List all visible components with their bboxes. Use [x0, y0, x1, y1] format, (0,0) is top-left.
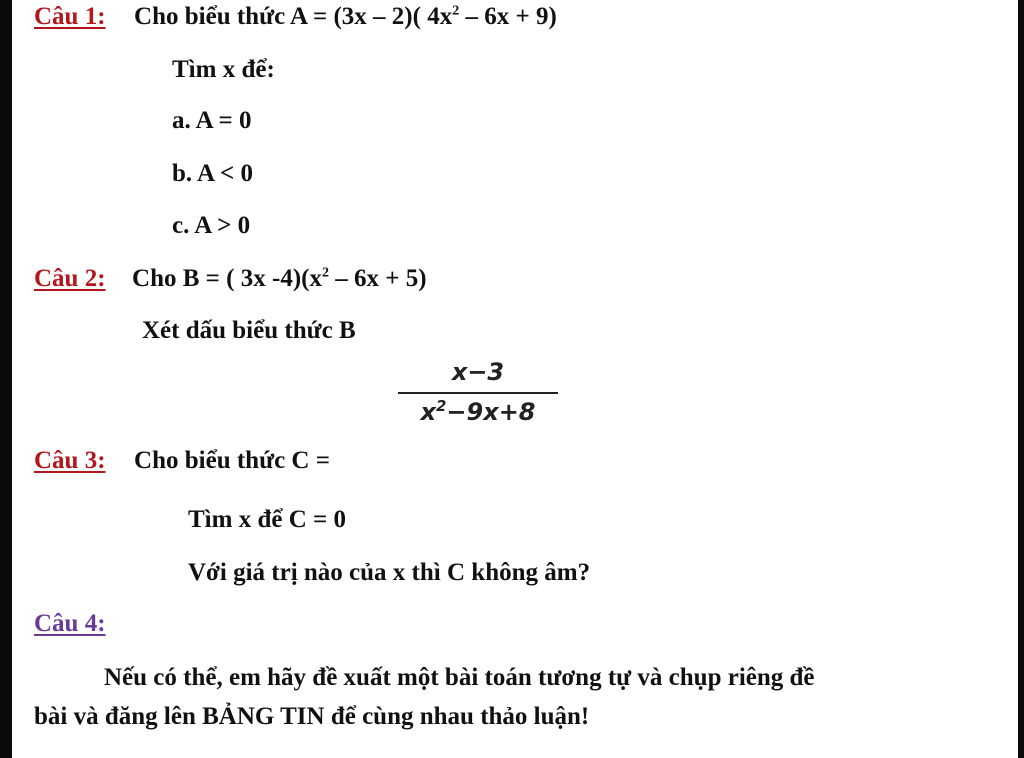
question-2-expression: Cho B = ( 3x $-4)(x^2 - 6x + 5)$	[132, 265, 427, 292]
question-4-label: Câu 4:	[34, 610, 106, 637]
question-1-prompt: Tìm x để:	[172, 56, 275, 83]
question-4-paragraph-line-2: bài và đăng lên BẢNG TIN để cùng nhau thảo luận!	[34, 703, 590, 730]
fraction-numerator: x−3	[451, 358, 505, 386]
question-4-paragraph-line-1: Nếu có thể, em hãy đề xuất một bài toán tương tự và chụp riêng đề	[104, 664, 815, 691]
question-4-line	[34, 609, 106, 639]
question-1-option-a: a. A = 0	[172, 107, 252, 134]
question-1-line	[34, 2, 557, 32]
question-2-label: Câu 2:	[34, 265, 106, 292]
question-3-task-2: Với giá trị nào của x thì C không âm?	[188, 559, 591, 586]
question-2-prompt: Xét dấu biểu thức B	[142, 317, 356, 344]
question-3-task-1: Tìm x để C = 0	[188, 506, 346, 533]
worksheet-page	[12, 0, 1018, 758]
fraction-denominator: $x^2-9x+8$	[420, 397, 536, 426]
question-1-label: Câu 1:	[34, 3, 106, 30]
question-3-text: Cho biểu thức C =	[134, 447, 330, 474]
question-1-option-c: c. A > 0	[172, 212, 251, 239]
question-2-line	[34, 264, 427, 294]
fraction-bar	[398, 392, 558, 394]
question-1-expression: Cho biểu thức A = (3x – 2)( $4x^2 - 6x + 9$)	[134, 3, 557, 30]
question-3-label: Câu 3:	[34, 447, 106, 474]
question-1-option-b: b. A < 0	[172, 160, 253, 187]
question-3-fraction	[398, 358, 558, 426]
question-3-line	[34, 446, 330, 476]
